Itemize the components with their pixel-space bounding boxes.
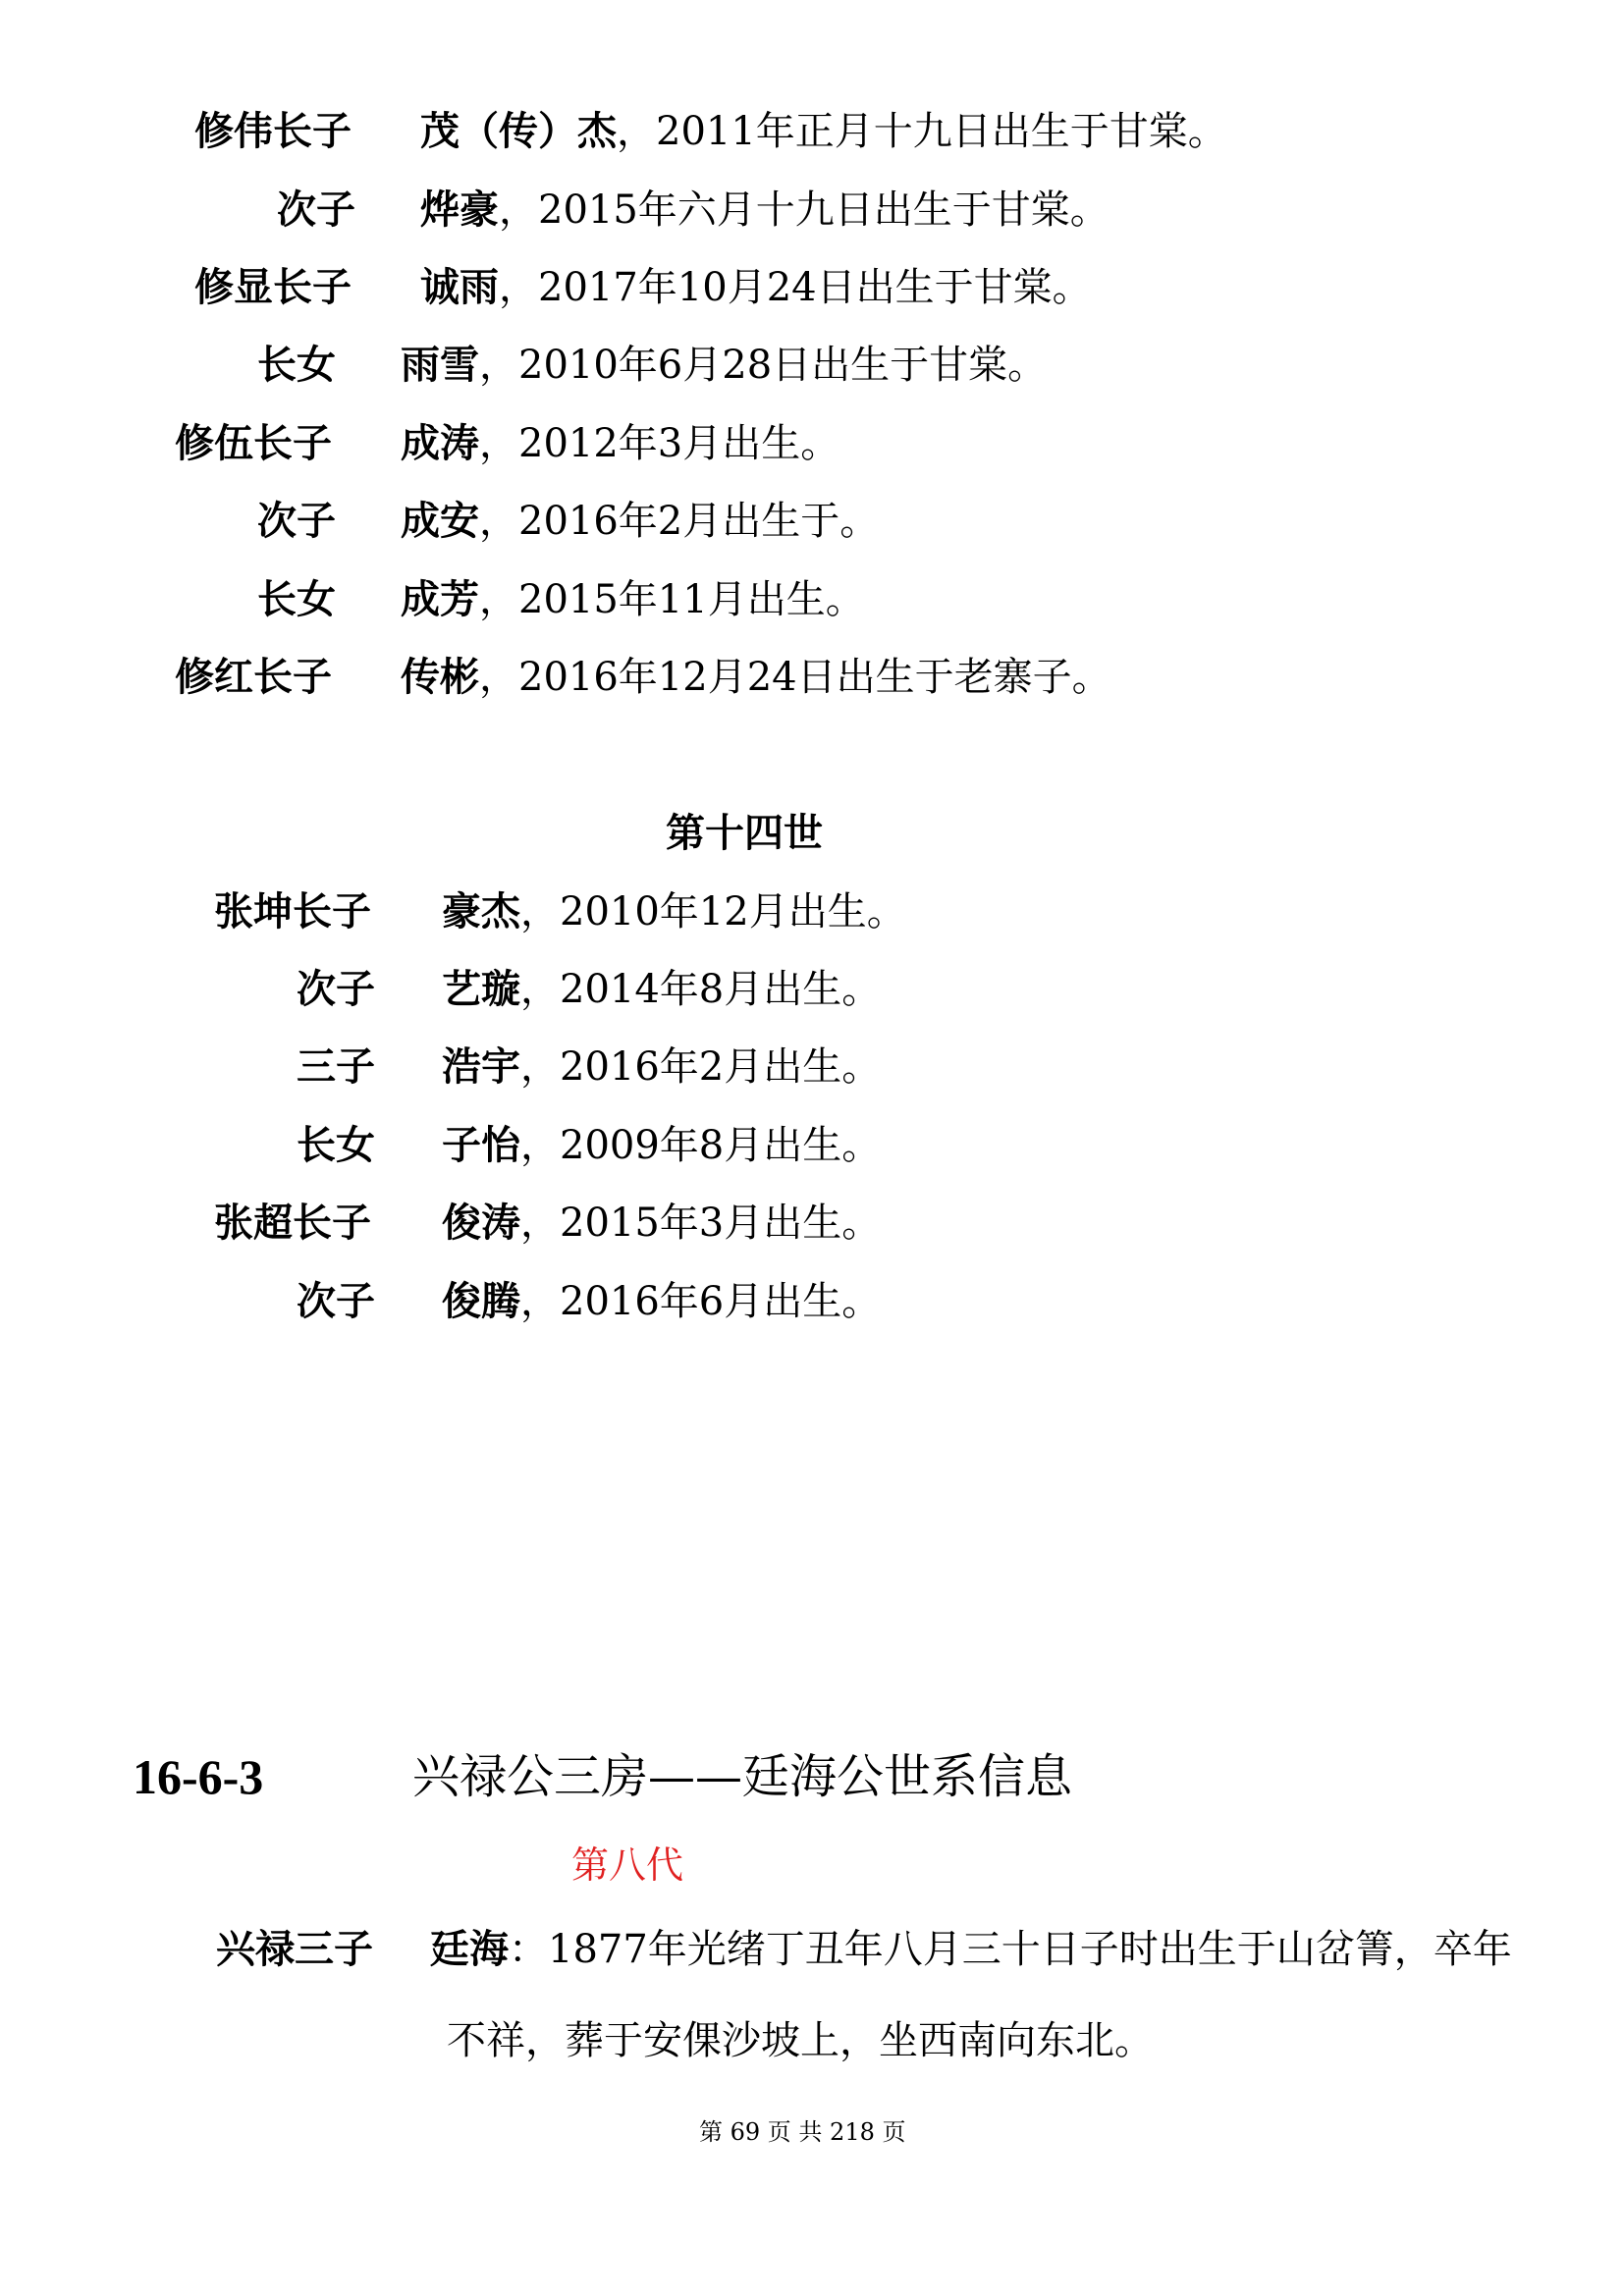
entry-text: ，2017年10月24日出生于甘棠。	[499, 265, 1092, 310]
person-name: 成芳	[401, 576, 479, 622]
relation-label: 长女	[257, 342, 336, 388]
entry-text: ，2016年6月出生。	[520, 1279, 882, 1324]
person-name: 诚雨	[420, 264, 499, 310]
entry-text: ，2009年8月出生。	[520, 1123, 882, 1168]
person-name: 艺璇	[442, 966, 520, 1012]
relation-label: 三子	[297, 1043, 375, 1090]
person-name: 廷海	[430, 1926, 509, 1972]
relation-label: 张超长子	[214, 1200, 371, 1246]
relation-label: 修显长子	[194, 264, 352, 310]
person-name: 传彬	[401, 654, 479, 700]
person-name: 豪杰	[442, 888, 520, 934]
person-name: 俊涛	[442, 1200, 520, 1246]
relation-label: 次子	[257, 498, 336, 544]
entry-text: ，2015年六月十九日出生于甘棠。	[499, 187, 1110, 233]
entry-text: ，2015年11月出生。	[479, 577, 865, 622]
relation-label: 修伟长子	[194, 108, 352, 154]
relation-label: 次子	[297, 1278, 375, 1324]
generation-label: 第八代	[571, 1843, 684, 1887]
entry-text: ，2016年12月24日出生于老寨子。	[479, 655, 1111, 700]
entry-text: ，2016年2月出生于。	[479, 499, 880, 544]
page-footer: 第 69 页 共 218 页	[699, 2118, 906, 2146]
relation-label: 兴禄三子	[216, 1926, 373, 1972]
relation-label: 张坤长子	[214, 888, 371, 934]
relation-label: 修伍长子	[175, 420, 332, 466]
person-name: 成安	[401, 498, 479, 544]
entry-text: ，2012年3月出生。	[479, 421, 840, 466]
entry-text: 不祥，葬于安倮沙坡上，坐西南向东北。	[447, 2018, 1154, 2063]
entry-text: ：1877年光绪丁丑年八月三十日子时出生于山岔箐，卒年	[509, 1927, 1512, 1972]
person-name: 雨雪	[401, 342, 479, 388]
section-number: 16-6-3	[133, 1749, 264, 1804]
entry-text: ，2010年12月出生。	[520, 889, 906, 934]
person-name: 茂（传）杰	[420, 108, 617, 154]
person-name: 浩宇	[442, 1043, 520, 1090]
entry-text: ，2016年2月出生。	[520, 1044, 882, 1090]
person-name: 烨豪	[420, 187, 499, 233]
entry-text: ，2015年3月出生。	[520, 1201, 882, 1246]
entry-text: ，2010年6月28日出生于甘棠。	[479, 343, 1048, 388]
entry-continuation	[447, 2015, 1154, 2066]
person-name: 子怡	[442, 1122, 520, 1168]
entry-text: ，2011年正月十九日出生于甘棠。	[617, 109, 1227, 154]
relation-label: 次子	[277, 187, 355, 233]
person-name: 俊腾	[442, 1278, 520, 1324]
relation-label: 长女	[257, 576, 336, 622]
section-title: 兴禄公三房——廷海公世系信息	[412, 1749, 1073, 1804]
generation-heading: 第十四世	[666, 810, 823, 856]
relation-label: 修红长子	[175, 654, 332, 700]
relation-label: 次子	[297, 966, 375, 1012]
relation-label: 长女	[297, 1122, 375, 1168]
entry-text: ，2014年8月出生。	[520, 967, 882, 1012]
person-name: 成涛	[401, 420, 479, 466]
